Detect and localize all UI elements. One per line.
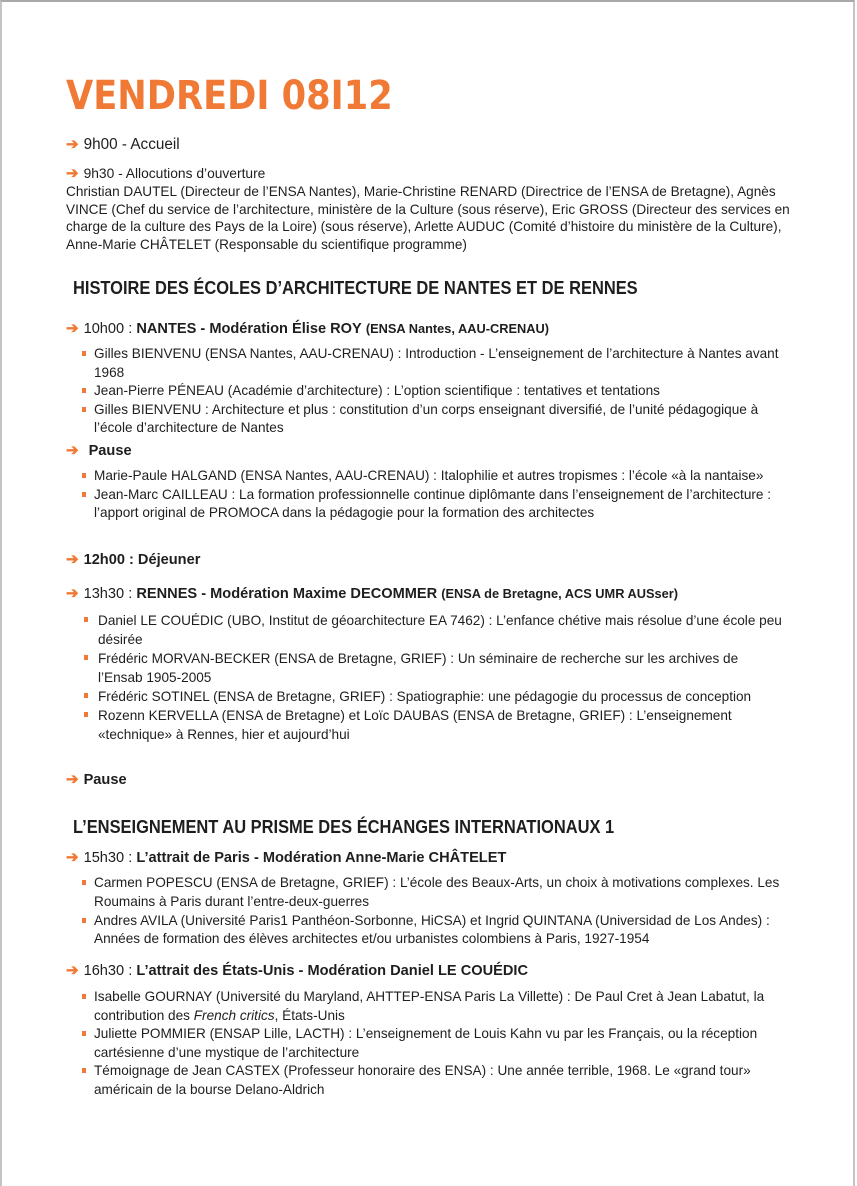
talk-text: Frédéric SOTINEL (ENSA de Bretagne, GRIEF) : Spatiographie: une pédagogie du processus de conception (98, 689, 752, 704)
slot-pause-2 (66, 771, 127, 789)
right-arrow-icon: ➔ (66, 165, 79, 182)
pause-label: Pause (88, 443, 132, 459)
right-arrow-icon: ➔ (66, 551, 79, 568)
talk-text: Gilles BIENVENU (ENSA Nantes, AAU-CRENAU) : Introduction - L’enseignement de l’architecture à Nantes avant 1968 (94, 346, 779, 380)
lunch-label: 12h00 : Déjeuner (83, 552, 201, 568)
rennes-affiliation: (ENSA de Bretagne, ACS UMR AUSser) (441, 586, 679, 601)
right-arrow-icon: ➔ (66, 585, 79, 602)
talk-text: Juliette POMMIER (ENSAP Lille, LACTH) : L’enseignement de Louis Kahn vu par les Français, ou la réception cartésienne d’une mystique de l’architecture (94, 1026, 758, 1060)
paris-moderation: L’attrait de Paris - Modération Anne-Marie CHÂTELET (136, 850, 507, 866)
square-bullet-icon (82, 880, 86, 885)
talk-text-italic: French critics (193, 1007, 275, 1023)
paris-talks (82, 874, 782, 949)
slot-rennes (66, 585, 678, 603)
list-item (82, 345, 782, 382)
talk-text: Andres AVILA (Université Paris1 Panthéon-Sorbonne, HiCSA) et Ingrid QUINTANA (Universidad de Los Andes) : Années de formation des élèves architectes et/ou urbanistes colombiens à Paris, 1927-1954 (94, 912, 770, 947)
square-bullet-icon (82, 1068, 86, 1073)
usa-time: 16h30 : (83, 963, 133, 979)
nantes-affiliation: (ENSA Nantes, AAU-CRENAU) (365, 321, 550, 336)
list-item (82, 706, 782, 744)
talk-text: Témoignage de Jean CASTEX (Professeur honoraire des ENSA) : Une année terrible, 1968. Le «grand tour» américain de la bourse Delano-Aldrich (94, 1063, 751, 1097)
right-arrow-icon: ➔ (66, 849, 79, 866)
opening-speakers: Christian DAUTEL (Directeur de l’ENSA Nantes), Marie-Christine RENARD (Directrice de l’ENSA de Bretagne), Agnès VINCE (Chef du service de l’architecture, ministère de la Culture (sous réserve), Eric GROSS (Directeur des services en charge de la culture des Pays de la Loire) (sous réserve), Arlette AUDUC (Comité d’histoire du ministère de la Culture), Anne-Marie CHÂTELET (Responsable du scientifique programme) (66, 184, 790, 253)
right-arrow-icon: ➔ (66, 136, 79, 153)
square-bullet-icon (82, 492, 86, 497)
nantes-moderation: NANTES - Modération Élise ROY (136, 321, 362, 337)
list-item (82, 382, 782, 401)
talk-text: Jean-Marc CAILLEAU : La formation professionnelle continue diplômante dans l’enseignement de l’architecture : l’apport original de PROMOCA dans la pédagogie pour la formation des architectes (94, 486, 772, 520)
rennes-talks (82, 611, 782, 744)
right-arrow-icon: ➔ (66, 442, 79, 459)
nantes-talks-after-pause (82, 467, 782, 523)
square-bullet-icon (84, 693, 88, 698)
square-bullet-icon (84, 617, 88, 622)
slot-lunch (66, 551, 200, 569)
slot-usa (66, 962, 528, 980)
square-bullet-icon (82, 1031, 86, 1036)
usa-moderation: L’attrait des États-Unis - Modération Daniel LE COUÉDIC (136, 963, 528, 979)
allocutions-label: 9h30 - Allocutions d’ouverture (83, 166, 266, 181)
nantes-time: 10h00 : (83, 321, 133, 337)
square-bullet-icon (82, 994, 86, 999)
rennes-time: 13h30 : (83, 586, 133, 602)
square-bullet-icon (82, 918, 86, 923)
talk-text: Daniel LE COUÉDIC (UBO, Institut de géoarchitecture EA 7462) : L’enfance chétive mais résolue d’une école peu désirée (98, 613, 782, 647)
right-arrow-icon: ➔ (66, 771, 79, 788)
section-title-histoire: HISTOIRE DES ÉCOLES D’ARCHITECTURE DE NANTES ET DE RENNES (73, 277, 638, 298)
slot-allocutions (66, 165, 265, 183)
slot-nantes (66, 320, 549, 338)
list-item (82, 401, 782, 438)
talk-text: Isabelle GOURNAY (Université du Maryland, AHTTEP-ENSA Paris La Villette) : De Paul Cret à Jean Labatut, la contribution des (94, 989, 765, 1023)
slot-paris (66, 849, 506, 867)
right-arrow-icon: ➔ (66, 320, 79, 337)
page-title: VENDREDI 08I12 (66, 73, 393, 119)
square-bullet-icon (82, 351, 86, 356)
list-item (82, 611, 782, 649)
square-bullet-icon (84, 655, 88, 660)
accueil-label: 9h00 - Accueil (83, 136, 180, 153)
square-bullet-icon (82, 473, 86, 478)
square-bullet-icon (84, 712, 88, 717)
list-item (82, 467, 782, 486)
list-item (82, 912, 782, 950)
list-item (82, 649, 782, 687)
pause-label: Pause (83, 772, 127, 788)
slot-pause-1 (66, 442, 132, 460)
list-item (82, 988, 782, 1025)
talk-text-end: , États-Unis (274, 1007, 345, 1023)
paris-time: 15h30 : (83, 850, 133, 866)
usa-talks (82, 988, 782, 1099)
talk-text: Jean-Pierre PÉNEAU (Académie d’architecture) : L’option scientifique : tentatives et tentations (94, 383, 660, 398)
slot-accueil (66, 136, 180, 154)
list-item (82, 1025, 782, 1062)
list-item (82, 486, 782, 523)
talk-text: Frédéric MORVAN-BECKER (ENSA de Bretagne, GRIEF) : Un séminaire de recherche sur les archives de l’Ensab 1905-2005 (98, 651, 739, 685)
right-arrow-icon: ➔ (66, 962, 79, 979)
square-bullet-icon (82, 407, 86, 412)
rennes-moderation: RENNES - Modération Maxime DECOMMER (136, 586, 438, 602)
list-item (82, 1062, 782, 1099)
talk-text: Carmen POPESCU (ENSA de Bretagne, GRIEF) : L’école des Beaux-Arts, un choix à motivations complexes. Les Roumains à Paris durant l’entre-deux-guerres (94, 875, 780, 909)
square-bullet-icon (82, 388, 86, 393)
nantes-talks (82, 345, 782, 438)
section-title-international: L’ENSEIGNEMENT AU PRISME DES ÉCHANGES INTERNATIONAUX 1 (73, 816, 615, 837)
talk-text: Marie-Paule HALGAND (ENSA Nantes, AAU-CRENAU) : Italophilie et autres tropismes : l’école «à la nantaise» (94, 468, 764, 483)
talk-text: Gilles BIENVENU : Architecture et plus : constitution d’un corps enseignant diversifié, de l’unité pédagogique à l’école d’architecture de Nantes (94, 401, 759, 435)
list-item (82, 687, 782, 706)
list-item (82, 874, 782, 912)
talk-text: Rozenn KERVELLA (ENSA de Bretagne) et Loïc DAUBAS (ENSA de Bretagne, GRIEF) : L’enseignement «technique» à Rennes, hier et aujourd’hui (98, 708, 732, 742)
